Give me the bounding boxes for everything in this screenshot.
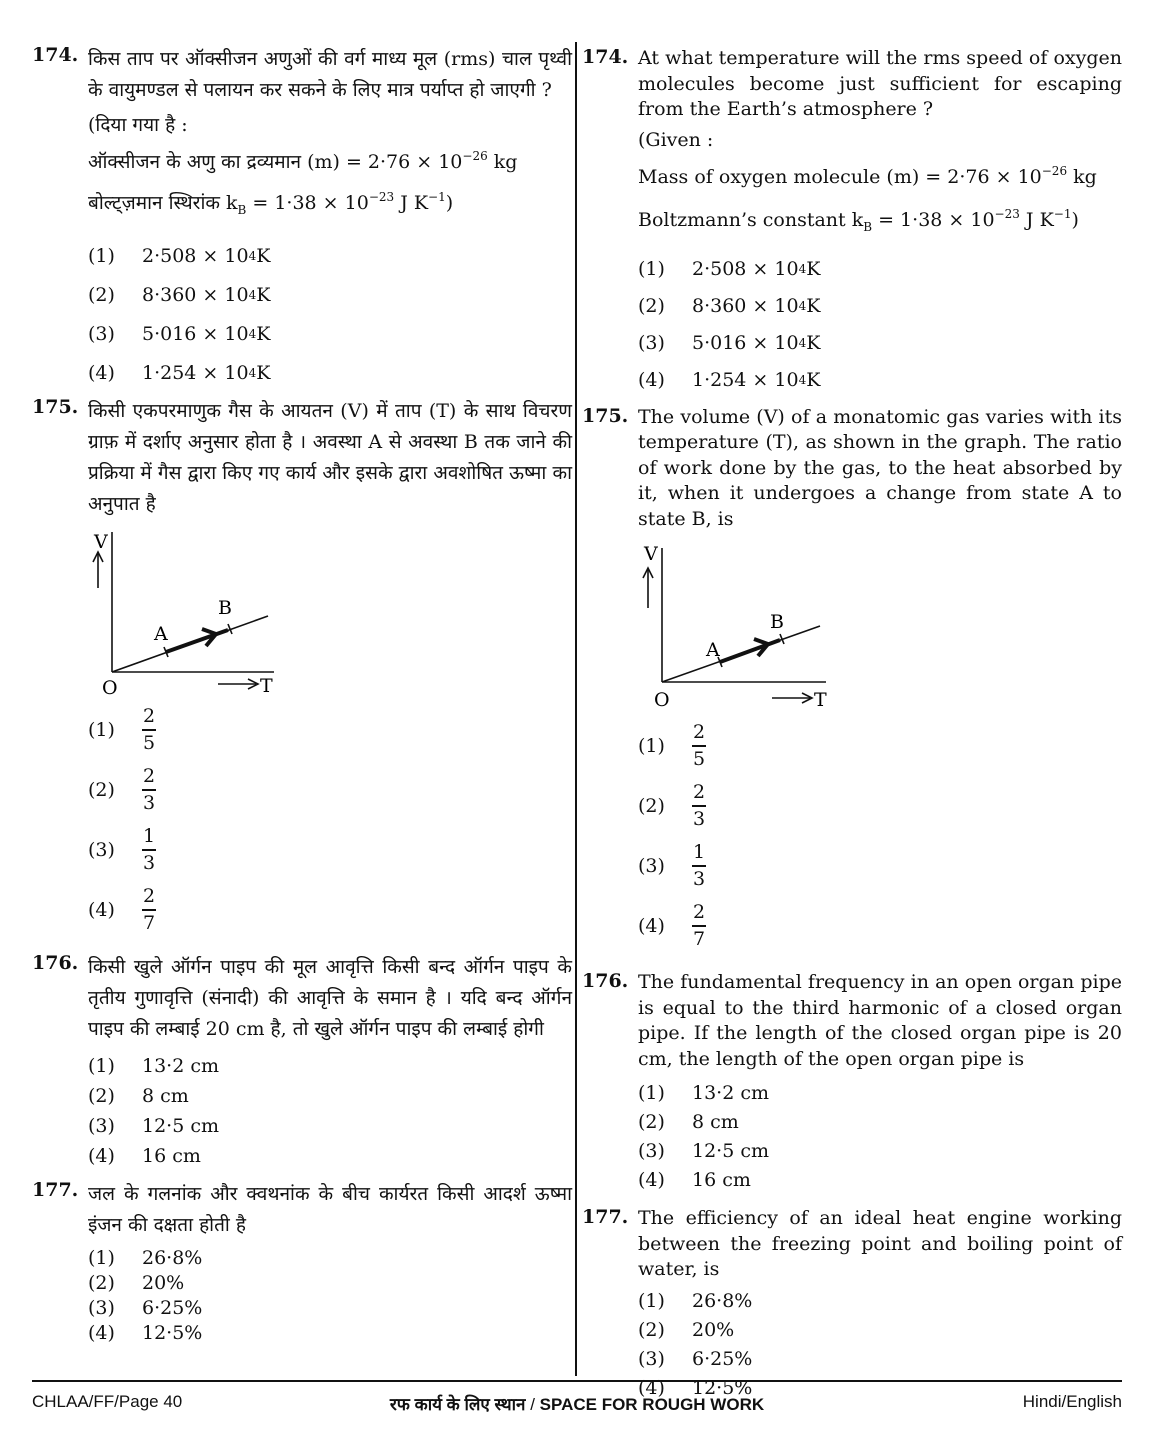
option-1: (1) 26·8% (88, 1246, 203, 1269)
fraction: $\frac{2}{3}$ (142, 765, 156, 814)
graph-t-label: T (814, 689, 827, 711)
option-3: (3) 12·5 cm (638, 1139, 770, 1162)
given-mass: Mass of oxygen molecule $(m) = 2\cdot 76 \times 10^{-26}$ kg (638, 163, 1097, 188)
page-footer (32, 1380, 1122, 1422)
option-1: (1) 2·508 × 10 4 K (638, 258, 821, 280)
option-3: (3) 6·25% (88, 1296, 203, 1319)
graph-v-label: V (94, 531, 108, 553)
options (638, 716, 1122, 956)
options (638, 251, 1122, 399)
options (88, 236, 572, 392)
given-heading: (दिया गया है : (88, 114, 188, 136)
graph-v-label: V (644, 543, 658, 565)
fraction: $\frac{1}{3}$ (142, 825, 156, 874)
english-column (582, 40, 1122, 1403)
fraction: $\frac{2}{3}$ (692, 781, 706, 830)
option-2: (2) 20% (88, 1271, 185, 1294)
question-175-english (582, 405, 1122, 957)
given-heading: (Given : (638, 128, 714, 151)
question-177-english (582, 1206, 1122, 1403)
point-b-label: B (770, 611, 784, 633)
question-number: 175. (582, 404, 629, 427)
given-boltzmann: Boltzmann’s constant $k_B = 1\cdot 38 \times 10^{-23}$ J $K^{-1}$) (638, 206, 1079, 234)
option-3: (3) 5·016 × 10 4 K (88, 322, 271, 345)
option-2: (2) 8 cm (88, 1085, 189, 1107)
question-176-hindi (32, 952, 572, 1171)
column-divider (575, 42, 577, 1376)
option-2: (2) 20% (638, 1319, 735, 1341)
question-177-hindi (32, 1179, 572, 1345)
option-1: (1) 13·2 cm (88, 1055, 220, 1077)
question-number: 174. (32, 44, 79, 66)
option-2: (2) 8·360 × 10 4 K (88, 283, 271, 306)
option-2: (2) 8·360 × 10 4 K (638, 295, 821, 317)
question-number: 175. (32, 396, 79, 418)
language-label: Hindi/English (1022, 1392, 1122, 1411)
hindi-column (32, 40, 572, 1345)
question-text: The volume (V) of a monatomic gas varies with its temperature (T), as shown in the graph. The ratio of work done by the gas, to the heat absorbed by it, when it undergoes a change from state A to state B, is (638, 405, 1122, 530)
option-3: (3) 5·016 × 10 4 K (638, 332, 821, 354)
question-text: किसी एकपरमाणुक गैस के आयतन (V) में ताप (T) के साथ विचरण ग्राफ़ में दर्शाए अनुसार होता है । अवस्था A से अवस्था B तक जाने की प्रक्रिया में गैस द्वारा किए गए कार्य और इसके द्वारा अवशोषित ऊष्मा का अनुपात है (88, 400, 572, 515)
point-b-label: B (218, 597, 232, 619)
option-4: (4) 1·254 × 10 4 K (638, 369, 821, 391)
origin-label: O (102, 677, 118, 698)
options (88, 700, 572, 940)
option-4: (4) 12·5% (638, 1377, 753, 1399)
option-3: (3) $\frac{1}{3}$ (638, 841, 706, 890)
question-number: 174. (582, 46, 629, 68)
fraction: $\frac{2}{5}$ (142, 705, 156, 754)
fraction: $\frac{2}{7}$ (692, 901, 706, 950)
option-3: (3) 6·25% (638, 1348, 753, 1370)
point-a-label: A (154, 623, 168, 645)
option-2: (2) $\frac{2}{3}$ (638, 781, 706, 830)
question-text: The efficiency of an ideal heat engine working between the freezing point and boiling point of water, is (638, 1207, 1122, 1280)
option-1: (1) $\frac{2}{5}$ (88, 705, 156, 754)
option-4: (4) $\frac{2}{7}$ (88, 885, 156, 934)
fraction: $\frac{2}{5}$ (692, 721, 706, 770)
fraction: $\frac{1}{3}$ (692, 841, 706, 890)
option-2: (2) $\frac{2}{3}$ (88, 765, 156, 814)
option-1: (1) 26·8% (638, 1290, 753, 1312)
question-text: किस ताप पर ऑक्सीजन अणुओं की वर्ग माध्य मूल (rms) चाल पृथ्वी के वायुमण्डल से पलायन कर सकने के लिए मात्र पर्याप्त हो जाएगी ? (88, 48, 572, 101)
rough-work-label: रफ कार्य के लिए स्थान / SPACE FOR ROUGH WORK (389, 1395, 765, 1414)
options (88, 1245, 572, 1345)
question-number: 177. (32, 1179, 79, 1201)
question-text: At what temperature will the rms speed of oxygen molecules become just sufficient for escaping from the Earth’s atmosphere ? (638, 47, 1122, 120)
option-3: (3) $\frac{1}{3}$ (88, 825, 156, 874)
question-174-english (582, 46, 1122, 399)
graph-t-label: T (260, 675, 273, 697)
option-1: (1) 2·508 × 10 4 K (88, 244, 271, 267)
option-2: (2) 8 cm (638, 1110, 739, 1133)
option-1: (1) $\frac{2}{5}$ (638, 721, 706, 770)
options (88, 1051, 572, 1171)
page-code: CHLAA/FF/Page 40 (32, 1392, 183, 1411)
given-boltzmann: बोल्ट्ज़मान स्थिरांक $k_B = 1\cdot 38 \times 10^{-23}$ J $K^{-1}$) (88, 190, 454, 217)
origin-label: O (654, 689, 670, 711)
fraction: $\frac{2}{7}$ (142, 885, 156, 934)
option-4: (4) 1·254 × 10 4 K (88, 361, 271, 384)
option-4: (4) 12·5% (88, 1321, 203, 1344)
volume-temperature-graph (88, 526, 348, 698)
question-text: किसी खुले ऑर्गन पाइप की मूल आवृत्ति किसी बन्द ऑर्गन पाइप के तृतीय गुणावृत्ति (संनादी) की आवृत्ति के समान है । यदि बन्द ऑर्गन पाइप की लम्बाई 20 cm है, तो खुले ऑर्गन पाइप की लम्बाई होगी (88, 956, 572, 1040)
volume-temperature-graph (638, 538, 898, 716)
option-4: (4) 16 cm (88, 1145, 201, 1167)
point-a-label: A (706, 639, 720, 661)
question-text: जल के गलनांक और क्वथनांक के बीच कार्यरत किसी आदर्श ऊष्मा इंजन की दक्षता होती है (88, 1183, 572, 1236)
option-4: (4) 16 cm (638, 1168, 751, 1191)
question-number: 177. (582, 1206, 629, 1228)
option-4: (4) $\frac{2}{7}$ (638, 901, 706, 950)
question-176-english (582, 970, 1122, 1194)
question-text: The fundamental frequency in an open organ pipe is equal to the third harmonic of a closed organ pipe. If the length of the closed organ pipe is 20 cm, the length of the open organ pipe is (638, 971, 1122, 1070)
option-1: (1) 13·2 cm (638, 1081, 770, 1104)
option-3: (3) 12·5 cm (88, 1115, 220, 1137)
question-174-hindi (32, 44, 572, 392)
question-number: 176. (582, 970, 629, 992)
question-number: 176. (32, 952, 79, 974)
options (638, 1078, 1122, 1194)
given-mass: ऑक्सीजन के अणु का द्रव्यमान $(m) = 2\cdot 76 \times 10^{-26}$ kg (88, 149, 518, 173)
question-175-hindi (32, 396, 572, 940)
